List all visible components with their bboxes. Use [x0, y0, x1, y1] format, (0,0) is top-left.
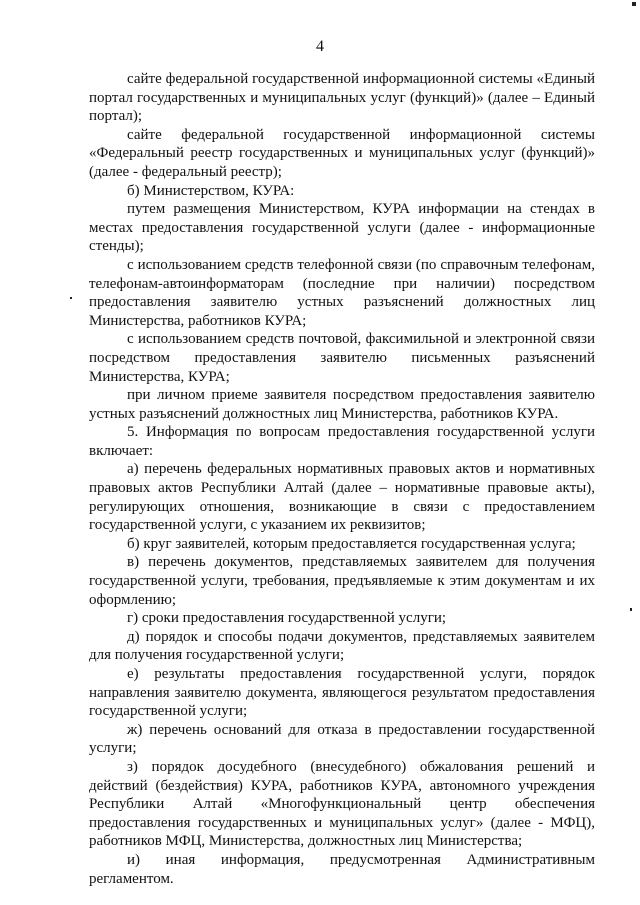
paragraph-item-zh: ж) перечень оснований для отказа в предоставлении государственной услуги;: [89, 721, 595, 757]
paragraph-item-e: е) результаты предоставления государственной услуги, порядок направления заявителю документа, являющегося результатом предоставления государственной услуги;: [89, 666, 595, 720]
paragraph-postal: с использованием средств почтовой, факсимильной и электронной связи посредством предоставления заявителю письменных разъяснений Министерства, КУРА;: [89, 331, 595, 385]
paragraph-phone: с использованием средств телефонной связи (по справочным телефонам, телефонам-автоинформаторам (последние при наличии) посредством предоставления заявителю устных разъяснений должностных лиц Министерства, работников КУРА;: [89, 256, 595, 329]
paragraph-info-stands: путем размещения Министерством, КУРА информации на стендах в местах предоставления государственной услуги (далее - информационные стенды);: [89, 201, 595, 255]
scan-speck: [70, 297, 72, 299]
paragraph-personal-reception: при личном приеме заявителя посредством предоставления заявителю устных разъяснений должностных лиц Министерства, работников КУРА.: [89, 387, 595, 422]
paragraph-item-g: г) сроки предоставления государственной услуги;: [127, 610, 447, 627]
paragraph-item-a: а) перечень федеральных нормативных правовых актов и нормативных правовых актов Республики Алтай (далее – нормативные правовые акты), регулирующих отношения, возникающие в связи с предоставлением государственной услуги, с указанием их реквизитов;: [89, 461, 595, 534]
page-number: 4: [316, 38, 324, 55]
paragraph-item-i: и) иная информация, предусмотренная Административным регламентом.: [89, 851, 595, 887]
paragraph-item-b: б) круг заявителей, которым предоставляется государственная услуга;: [127, 535, 576, 552]
paragraph-item-d: д) порядок и способы подачи документов, представляемых заявителем для получения государственной услуги;: [89, 628, 595, 664]
paragraph-ministry-kura: б) Министерством, КУРА:: [127, 182, 295, 199]
paragraph-federal-registry: сайте федеральной государственной информационной системы «Федеральный реестр государственных и муниципальных услуг (функций)» (далее - федеральный реестр);: [89, 126, 595, 180]
scan-speck: [630, 608, 632, 611]
paragraph-unified-portal: сайте федеральной государственной информационной системы «Единый портал государственных и муниципальных услуг (функций)» (далее – Единый портал);: [89, 71, 595, 125]
paragraph-item-z: з) порядок досудебного (внесудебного) обжалования решений и действий (бездействия) КУРА, работников КУРА, автономного учреждения Республики Алтай «Многофункциональный центр обеспечения предоставления государственных и муниципальных услуг» (далее - МФЦ), работников МФЦ, Министерства, должностных лиц Министерства;: [89, 758, 595, 850]
paragraph-item-5: 5. Информация по вопросам предоставления государственной услуги включает:: [89, 424, 595, 459]
paragraph-item-v: в) перечень документов, представляемых заявителем для получения государственной услуги, требования, предъявляемые к этим документам и их оформлению;: [89, 554, 595, 608]
document-body: [89, 70, 595, 888]
scan-speck: [632, 2, 636, 6]
